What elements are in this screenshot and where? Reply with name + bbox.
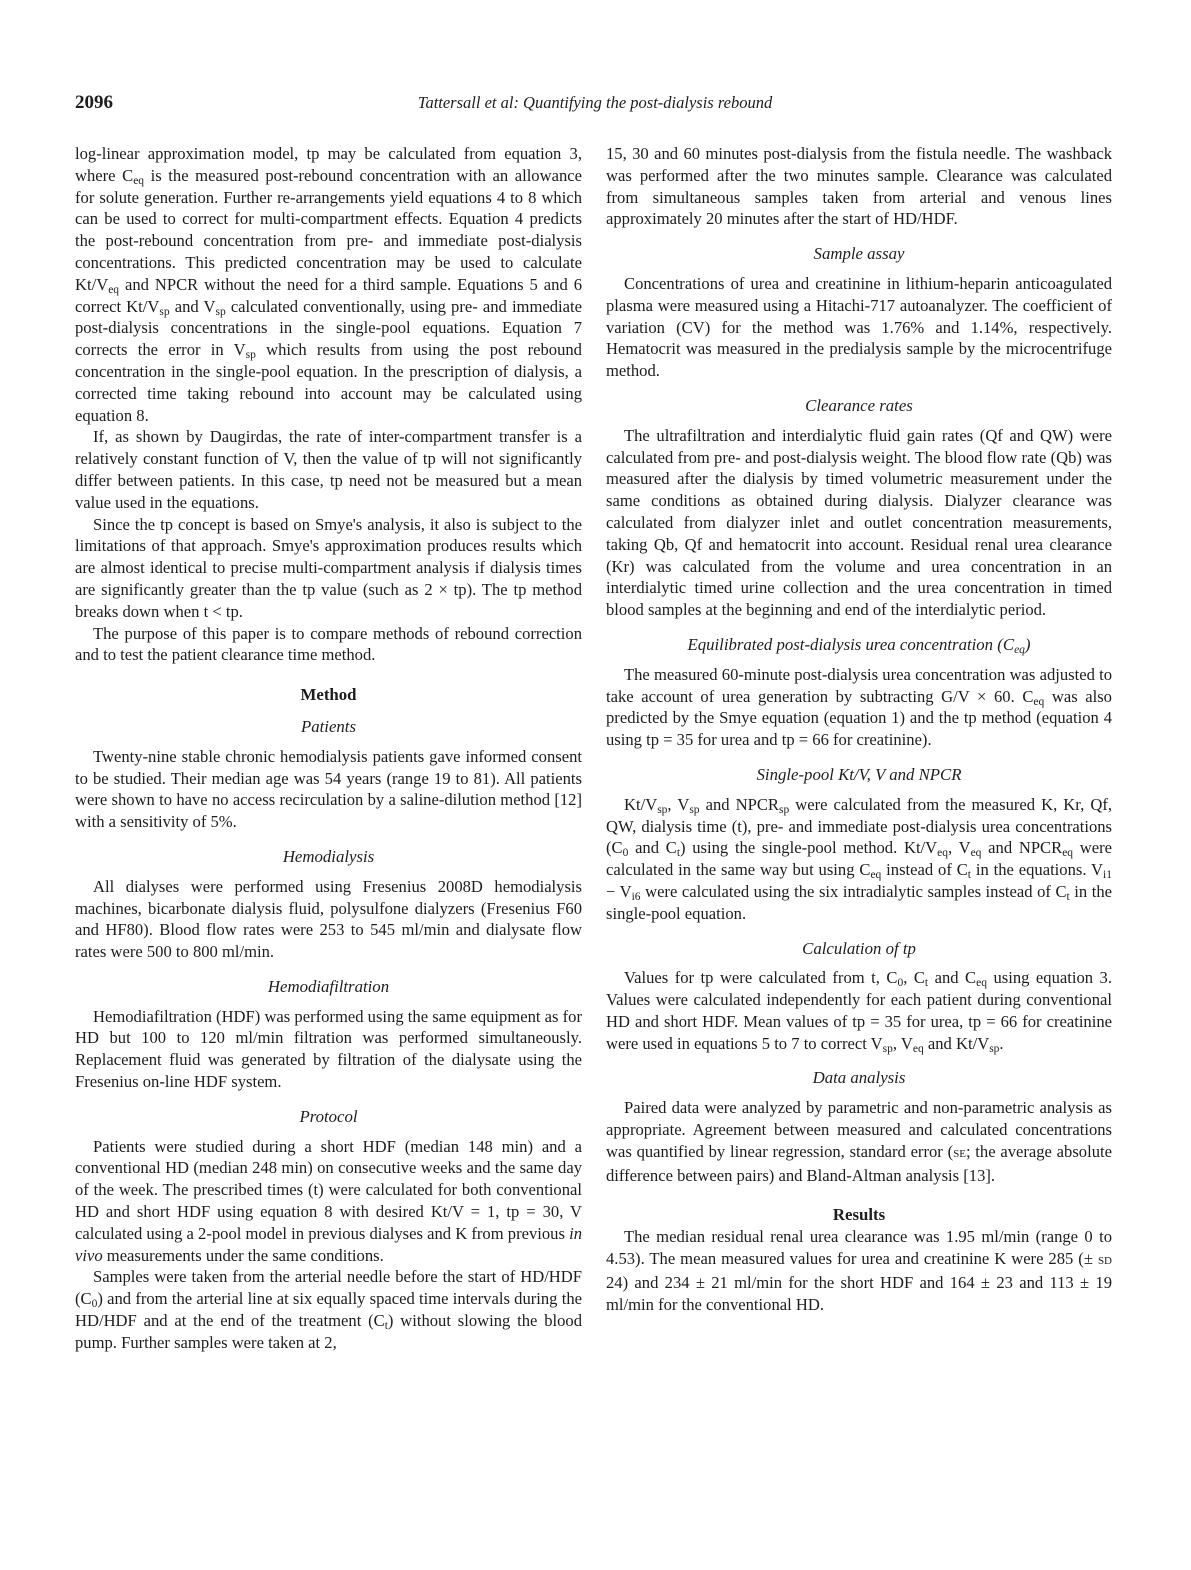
- page-number: 2096: [75, 92, 113, 113]
- clearance-rates-heading: Clearance rates: [805, 395, 913, 415]
- protocol-paragraph-2: Samples were taken from the arterial needle before the start of HD/HDF $(C_0)$ and from the arterial line at six equally spaced time intervals during the HD/HDF and at the end of the treatment $(C_t)$ without slowing the blood pump. Further samples were taken at 2,: [75, 1267, 582, 1352]
- hemodiafiltration-heading: Hemodiafiltration: [267, 976, 390, 996]
- hemodialysis-heading: Hemodialysis: [282, 846, 375, 866]
- protocol-paragraph-1: Patients were studied during a short HDF (median 148 min) and a conventional HD (median 248 min) on consecutive weeks and the same day of the week. The prescribed times (t) were calculated for both conventional HD and short HDF using equation 8 with desired Kt/V = 1, tp = 30, V calculated using a 2-pool model in previous dialyses and K from previous in vivo measurements under the same conditions.: [75, 1136, 582, 1265]
- ceq-heading: Equilibrated post-dialysis urea concentration $(C_{eq})$: [687, 634, 1031, 656]
- data-analysis-heading: Data analysis: [812, 1068, 906, 1088]
- patients-paragraph: Twenty-nine stable chronic hemodialysis patients gave informed consent to be studied. Their median age was 54 years (range 19 to 81). All patients were shown to have no access recirculation by a saline-dilution method [12] with a sensitivity of 5%.: [75, 746, 582, 832]
- intro-paragraph-4: The purpose of this paper is to compare methods of rebound correction and to test the patient clearance time method.: [75, 623, 582, 665]
- clearance-rates-paragraph: The ultrafiltration and interdialytic fluid gain rates (Qf and QW) were calculated from pre- and post-dialysis weight. The blood flow rate (Qb) was measured after the dialysis by timed volumetric measurement under the same conditions as obtained during dialysis. Dialyzer clearance was calculated from dialyzer inlet and outlet concentration measurements, taking Qb, Qf and hematocrit into account. Residual renal urea clearance (Kr) was calculated from the volume and urea concentration in an interdialytic timed urine collection and the urea concentration in timed blood samples at the beginning and end of the interdialytic period.: [606, 425, 1112, 620]
- method-heading: Method: [300, 685, 357, 705]
- protocol-continued-paragraph: 15, 30 and 60 minutes post-dialysis from the fistula needle. The washback was performed after the two minutes sample. Clearance was calculated from simultaneous samples taken from arterial and venous lines approximately 20 minutes after the start of HD/HDF.: [606, 144, 1112, 229]
- patients-heading: Patients: [301, 716, 356, 736]
- calculation-of-tp-paragraph: Values for tp were calculated from t, $C_0$, $C_t$ and $C_{eq}$ using equation 3. Values were calculated independently for each patient during conventional HD and short HDF. Mean values of tp = 35 for urea, tp = 66 for creatinine were used in equations 5 to 7 to correct $V_{sp}$, $V_{eq}$ and $Kt/V_{sp}$.: [606, 968, 1112, 1055]
- ceq-paragraph: The measured 60-minute post-dialysis urea concentration was adjusted to take account of urea generation by subtracting G/V × 60. $C_{eq}$ was also predicted by the Smye equation (equation 1) and the tp method (equation 4 using tp = 35 for urea and tp = 66 for creatinine).: [606, 664, 1112, 750]
- running-head: [75, 92, 1115, 120]
- running-title: Tattersall et al: Quantifying the post-dialysis rebound: [417, 93, 773, 112]
- single-pool-paragraph: $Kt/V_{sp}$, $V_{sp}$ and $NPCR_{sp}$ were calculated from the measured K, Kr, Qf, QW, dialysis time (t), pre- and immediate post-dialysis urea concentrations ($C_0$ and $C_t$) using the single-pool method. $Kt/V_{eq}$, $V_{eq}$ and $NPCR_{eq}$ were calculated in the same way but using $C_{eq}$ instead of $C_t$ in the equations. $V_{i1} - V_{i6}$ were calculated using the six intradialytic samples instead of $C_t$ in the single-pool equation.: [606, 794, 1113, 923]
- intro-paragraph-3: Since the tp concept is based on Smye's analysis, it also is subject to the limitations of that approach. Smye's approximation produces results which are almost identical to precise multi-compartment analysis if dialysis times are significantly greater than the tp value (such as 2 × tp). The tp method breaks down when t < tp.: [75, 514, 582, 621]
- right-column: [606, 143, 1112, 1315]
- hemodiafiltration-paragraph: Hemodiafiltration (HDF) was performed using the same equipment as for HD but 100 to 120 ml/min filtration was performed simultaneously. Replacement fluid was generated by filtration of the dialysate using the Fresenius on-line HDF system.: [75, 1006, 582, 1092]
- sample-assay-heading: Sample assay: [813, 244, 905, 264]
- hemodialysis-paragraph: All dialyses were performed using Fresenius 2008D hemodialysis machines, bicarbonate dialysis fluid, polysulfone dialyzers (Fresenius F60 and HF80). Blood flow rates were 253 to 545 ml/min and dialysate flow rates were 500 to 800 ml/min.: [75, 876, 582, 962]
- calculation-of-tp-heading: Calculation of tp: [802, 938, 916, 958]
- results-paragraph: The median residual renal urea clearance was 1.95 ml/min (range 0 to 4.53). The mean measured values for urea and creatinine K were 285 (± sd 24) and 234 ± 21 ml/min for the short HDF and 164 ± 23 and 113 ± 19 ml/min for the conventional HD.: [606, 1227, 1112, 1314]
- sample-assay-paragraph: Concentrations of urea and creatinine in lithium-heparin anticoagulated plasma were measured using a Hitachi-717 autoanalyzer. The coefficient of variation (CV) for the method was 1.76% and 1.14%, respectively. Hematocrit was measured in the predialysis sample by the microcentrifuge method.: [606, 273, 1112, 381]
- data-analysis-paragraph: Paired data were analyzed by parametric and non-parametric analysis as appropriate. Agreement between measured and calculated concentrations was quantified by linear regression, standard error (se; the average absolute difference between pairs) and Bland-Altman analysis [13].: [606, 1098, 1112, 1185]
- left-column: [75, 143, 582, 1354]
- intro-paragraph-1: log-linear approximation model, tp may be calculated from equation 3, where $C_{eq}$ is the measured post-rebound concentration with an allowance for solute generation. Further re-arrangements yield equations 4 to 8 which can be used to correct for multi-compartment effects. Equation 4 predicts the post-rebound concentration from pre- and immediate post-dialysis concentrations. This predicted concentration may be used to calculate $Kt/V_{eq}$ and NPCR without the need for a third sample. Equations 5 and 6 correct $Kt/V_{sp}$ and $V_{sp}$ calculated conventionally, using pre- and immediate post-dialysis concentrations in the single-pool equations. Equation 7 corrects the error in $V_{sp}$ which results from using the post rebound concentration in the single-pool equation. In the prescription of dialysis, a corrected time taking rebound into account may be calculated using equation 8.: [75, 144, 582, 425]
- single-pool-heading: Single-pool Kt/V, V and NPCR: [756, 764, 962, 784]
- results-heading: Results: [832, 1205, 886, 1225]
- protocol-heading: Protocol: [299, 1106, 358, 1126]
- intro-paragraph-2: If, as shown by Daugirdas, the rate of inter-compartment transfer is a relatively constant function of V, then the value of tp will not significantly differ between patients. In this case, tp need not be measured but a mean value used in the equations.: [75, 427, 582, 512]
